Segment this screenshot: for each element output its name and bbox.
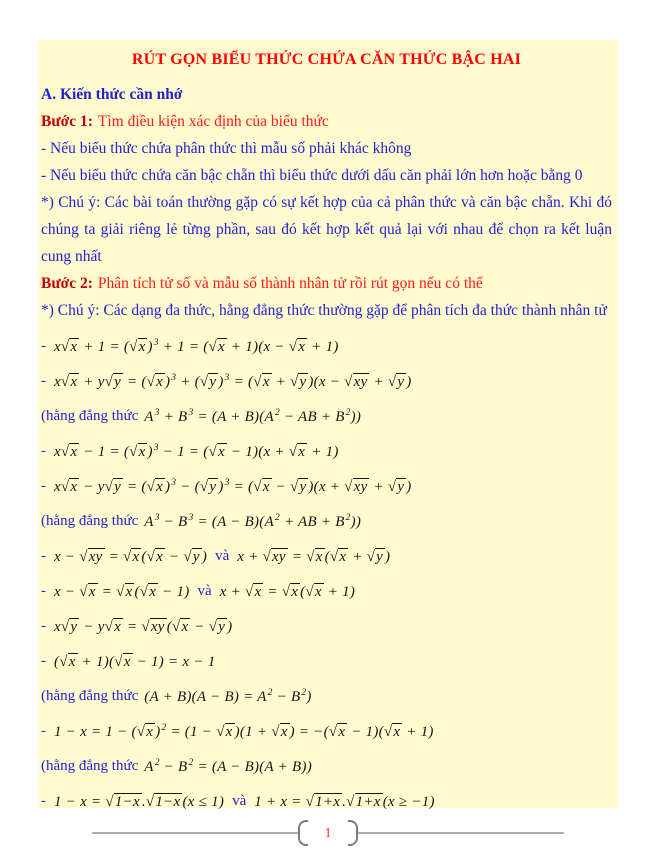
formula-line (41, 679, 612, 714)
math-expression: x√y − y√x = √xy (√x − √y ) (54, 618, 233, 635)
sqrt-radical: √y (289, 373, 307, 390)
formula-line (41, 329, 612, 364)
sqrt-radical: √y (199, 478, 217, 495)
formula-line (41, 504, 612, 539)
math-expression: x − √x = √x (√x − 1) (54, 583, 190, 600)
sqrt-radical: √x (114, 653, 131, 670)
page-number: 1 (324, 825, 332, 840)
formula-line (41, 574, 612, 609)
formula-line (41, 714, 612, 749)
math-expression: $A^3 + B^3 = (A + B)(A^2$ − AB + $B^2$)) (144, 407, 362, 425)
formula-dash: - (41, 478, 46, 494)
sqrt-radical: √x (59, 653, 76, 670)
math-expression: x√x + y√y = (√x )$^3$ + (√y )$^3$ = (√x + √y )(x − √xy + √y ) (54, 372, 412, 390)
footer-right-bracket (348, 820, 358, 846)
sqrt-radical: √xy (344, 373, 368, 390)
sqrt-radical: √1+x (305, 793, 341, 810)
sqrt-radical: √x (60, 478, 78, 495)
sqrt-radical: √x (60, 338, 78, 355)
formula-line (41, 784, 612, 819)
sqrt-radical: √x (271, 723, 288, 740)
sqrt-radical: √x (244, 583, 262, 600)
formula-dash: - (41, 723, 46, 739)
sqrt-radical: √y (104, 373, 122, 390)
sqrt-radical: √xy (262, 548, 286, 565)
formula-line (41, 749, 612, 784)
formula-line (41, 644, 612, 679)
step1-line (41, 108, 612, 135)
sqrt-radical: √y (104, 478, 122, 495)
page-title: RÚT GỌN BIỂU THỨC CHỨA CĂN THỨC BẬC HAI (131, 51, 522, 68)
identity-label: (hằng đẳng thức (41, 688, 139, 704)
sqrt-radical: √x (208, 338, 225, 355)
content-panel (38, 40, 618, 808)
sqrt-radical: √x (139, 583, 157, 600)
sqrt-radical: √xy (344, 478, 368, 495)
formula-line (41, 399, 612, 434)
formula-line (41, 469, 612, 504)
sqrt-radical: √x (216, 723, 233, 740)
sqrt-radical: √y (289, 478, 307, 495)
math-expression: x − √xy = √x (√x − √y ) (54, 548, 208, 565)
math-expression: (√x + 1)(√x − 1) = x − 1 (54, 653, 216, 670)
step2-text: Phân tích tử số và mẫu số thành nhân tử rồi rút gọn nếu có thể (97, 275, 483, 292)
sqrt-radical: √y (60, 618, 78, 635)
sqrt-radical: √x (281, 583, 299, 600)
formula-list (41, 329, 612, 819)
conjunction-text: và (215, 548, 230, 564)
conjunction-text: và (197, 583, 212, 599)
sqrt-radical: √x (136, 723, 154, 740)
sqrt-radical: √x (146, 548, 164, 565)
footer-left-bracket (298, 820, 308, 846)
sqrt-radical: √x (146, 373, 164, 390)
footer-rule-left (92, 832, 298, 834)
step2-label: Bước 2: (41, 275, 93, 292)
formula-dash: - (41, 548, 46, 564)
sqrt-radical: √x (60, 373, 78, 390)
sqrt-radical: √1−x (105, 793, 140, 810)
math-expression: x√x − 1 = (√x )$^3$ − 1 = (√x − 1)(x + √x + 1) (54, 442, 339, 460)
math-expression: $(A + B)(A - B) = A^2 - B^2$) (144, 687, 312, 705)
sqrt-radical: √1+x (346, 793, 381, 810)
note-1: *) Chú ý: Các bài toán thường gặp có sự kết hợp của cả phân thức và căn bậc chẵn. Khi đó chúng ta giải riêng lẻ từng phần, sau đó kết hợp kết quả lại với nhau để chọn ra kết luận cung nhất (41, 194, 612, 265)
conjunction-text: và (232, 793, 247, 809)
sqrt-radical: √x (253, 373, 270, 390)
section-heading-a: A. Kiến thức cần nhớ (41, 86, 183, 103)
sqrt-radical: √x (60, 443, 78, 460)
sqrt-radical: √x (116, 583, 133, 600)
sqrt-radical: √x (253, 478, 270, 495)
sqrt-radical: √x (129, 443, 146, 460)
sqrt-radical: √x (383, 723, 401, 740)
sqrt-radical: √x (129, 338, 146, 355)
step1-text: Tìm điều kiện xác định của biểu thức (97, 113, 329, 130)
sqrt-radical: √x (146, 478, 164, 495)
bullet-2: - Nếu biểu thức chứa căn bậc chẵn thì biểu thức dưới dấu căn phải lớn hơn hoặc bằng 0 (41, 167, 583, 184)
formula-line (41, 539, 612, 574)
formula-line (41, 609, 612, 644)
step1-label: Bước 1: (41, 113, 93, 130)
sqrt-radical: √y (199, 373, 217, 390)
formula-line (41, 364, 612, 399)
page-footer (0, 818, 656, 848)
math-expression: 1 + x = √1+x .√1+x (x ≥ −1) (254, 793, 435, 810)
sqrt-radical: √x (104, 618, 122, 635)
sqrt-radical: √x (122, 548, 140, 565)
sqrt-radical: √x (329, 548, 347, 565)
formula-line (41, 434, 612, 469)
formula-dash: - (41, 443, 46, 459)
math-expression: x√x − y√y = (√x )$^3$ − (√y )$^3$ = (√x − √y )(x + √xy + √y ) (54, 477, 412, 495)
formula-dash: - (41, 373, 46, 389)
sqrt-radical: √y (183, 548, 200, 565)
footer-rule-right (358, 832, 564, 834)
math-expression: $A^3 - B^3 = (A - B)(A^2$ + AB + $B^2$)) (144, 512, 362, 530)
math-expression: x√x + 1 = (√x )$^3$ + 1 = (√x + 1)(x − √x + 1) (54, 337, 339, 355)
sqrt-radical: √x (79, 583, 96, 600)
note-2: *) Chú ý: Các dạng đa thức, hằng đẳng thức thường gặp để phân tích đa thức thành nhân tử (41, 302, 607, 319)
math-expression: x + √xy = √x (√x + √y ) (237, 548, 391, 565)
step2-line (41, 270, 612, 297)
sqrt-radical: √xy (141, 618, 165, 635)
identity-label: (hằng đẳng thức (41, 513, 139, 529)
sqrt-radical: √x (305, 583, 322, 600)
formula-dash: - (41, 618, 46, 634)
formula-dash: - (41, 653, 46, 669)
sqrt-radical: √x (288, 443, 306, 460)
sqrt-radical: √xy (79, 548, 103, 565)
sqrt-radical: √x (306, 548, 323, 565)
sqrt-radical: √x (288, 338, 306, 355)
formula-dash: - (41, 338, 46, 354)
math-expression: x + √x = √x (√x + 1) (219, 583, 356, 600)
formula-dash: - (41, 793, 46, 809)
formula-dash: - (41, 583, 46, 599)
sqrt-radical: √x (328, 723, 346, 740)
sqrt-radical: √x (171, 618, 189, 635)
math-expression: 1 − x = √1−x .√1−x (x ≤ 1) (54, 793, 225, 810)
identity-label: (hằng đẳng thức (41, 408, 139, 424)
sqrt-radical: √y (208, 618, 226, 635)
sqrt-radical: √1−x (145, 793, 181, 810)
sqrt-radical: √y (387, 478, 405, 495)
sqrt-radical: √x (208, 443, 225, 460)
sqrt-radical: √y (387, 373, 405, 390)
math-expression: $A^2 - B^2 = (A - B)(A + B)$) (144, 757, 312, 775)
bullet-1: - Nếu biểu thức chứa phân thức thì mẫu số phải khác không (41, 140, 412, 157)
identity-label: (hằng đẳng thức (41, 758, 139, 774)
sqrt-radical: √y (366, 548, 384, 565)
math-expression: 1 − x = 1 − (√x )$^2$ = (1 − √x )(1 + √x ) = −(√x − 1)(√x + 1) (54, 722, 434, 740)
